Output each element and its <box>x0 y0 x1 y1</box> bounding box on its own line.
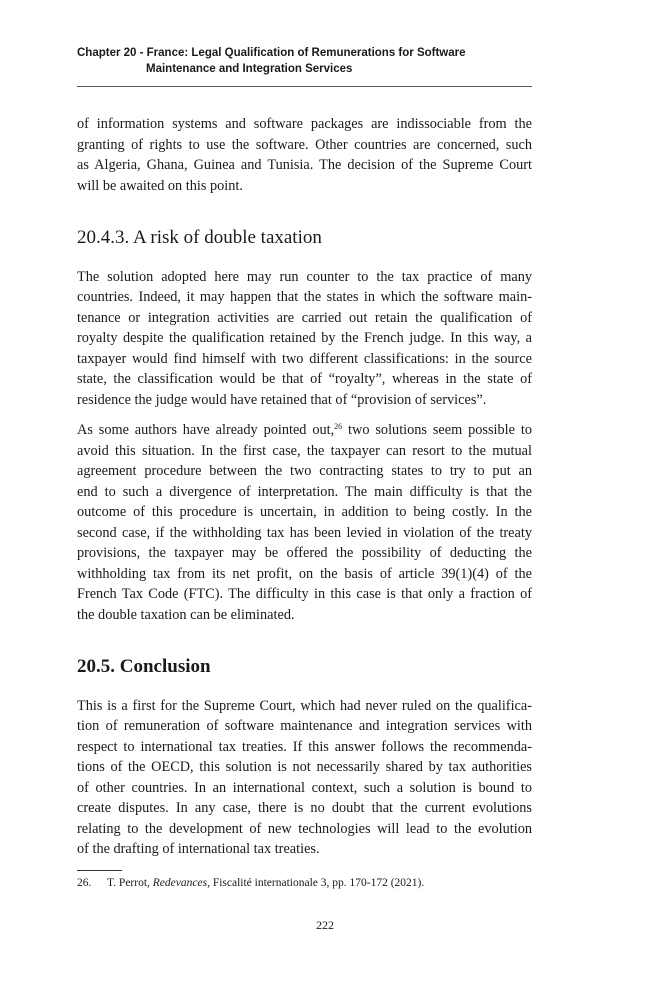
text-line: granting of rights to use the software. Other countries are concerned, such <box>77 136 532 153</box>
text-line: outcome of this procedure is uncertain, in addition to being costly. In the <box>77 504 532 520</box>
running-header-line-2: Maintenance and Integration Services <box>146 63 353 75</box>
footnote-number: 26. <box>77 877 92 889</box>
text-line: respect to international tax treaties. If this answer follows the recommenda- <box>77 738 532 755</box>
text-line: withholding tax from its net profit, on the basis of article 39(1)(4) of the <box>77 565 532 582</box>
running-header-line-1: Chapter 20 - France: Legal Qualification of Remunerations for Software <box>77 47 466 59</box>
text-line: create disputes. In any case, there is no doubt that the current evolutions <box>77 800 532 816</box>
text-line: countries. Indeed, it may happen that the states in which the software main- <box>77 289 532 305</box>
text-line: taxpayer would find himself with two different classifications: in the source <box>77 350 532 367</box>
text-line: of information systems and software packages are indissociable from the <box>77 116 532 132</box>
text-span: As some authors have already pointed out, <box>77 422 335 438</box>
section-heading-20-4-3: 20.4.3. A risk of double taxation <box>77 227 322 248</box>
text-line: This is a first for the Supreme Court, which had never ruled on the qualifica- <box>77 697 532 714</box>
text-line: the double taxation can be eliminated. <box>77 606 295 623</box>
footnote-26 <box>77 876 532 891</box>
footnote-title: Redevances <box>152 877 208 889</box>
text-line: end to such a divergence of interpretation. The main difficulty is that the <box>77 483 532 500</box>
text-line: will be awaited on this point. <box>77 177 243 194</box>
footnote-author: T. Perrot, <box>107 877 153 889</box>
text-line: residence the judge would have retained that of “provision of services”. <box>77 391 487 408</box>
text-line: of other countries. In an international context, such a solution is bound to <box>77 779 532 796</box>
page-number: 222 <box>316 918 334 932</box>
section-heading-20-5: 20.5. Conclusion <box>77 656 211 677</box>
paragraph-continuation <box>77 114 532 196</box>
paragraph-conclusion <box>77 696 532 860</box>
text-line <box>77 420 532 441</box>
paragraph-double-taxation <box>77 267 532 411</box>
text-line: avoid this situation. In the first case, the taxpayer can resort to the mutual <box>77 442 532 459</box>
text-line: as Algeria, Ghana, Guinea and Tunisia. The decision of the Supreme Court <box>77 157 532 173</box>
text-line: state, the classification would be that of “royalty”, whereas in the state of <box>77 371 532 387</box>
page-body <box>77 114 532 860</box>
text-line: relating to the development of new technologies will lead to the evolution <box>77 820 532 837</box>
running-header <box>77 45 532 77</box>
text-line: tions of the OECD, this solution is not necessarily shared by tax authorities <box>77 759 532 775</box>
footnote-reference[interactable]: 26 <box>334 422 343 431</box>
text-line: French Tax Code (FTC). The difficulty in this case is that only a fraction of <box>77 586 532 602</box>
header-rule <box>77 86 532 87</box>
text-span: two solutions seem possible to <box>342 422 532 438</box>
text-line: provisions, the taxpayer may be offered the possibility of deducting the <box>77 545 532 561</box>
text-line: tion of remuneration of software maintenance and integration services with <box>77 718 532 734</box>
text-line: The solution adopted here may run counter to the tax practice of many <box>77 268 532 285</box>
footnote-rule <box>77 870 122 871</box>
text-line: agreement procedure between the two contracting states to try to put an <box>77 463 532 479</box>
text-line: of the drafting of international tax treaties. <box>77 841 320 857</box>
text-line: royalty despite the qualification retained by the French judge. In this way, a <box>77 330 532 346</box>
text-line: tenance or integration activities are carried out retain the qualification of <box>77 309 532 326</box>
paragraph-solutions <box>77 420 532 625</box>
footnote-source: , Fiscalité internationale 3, pp. 170-172 (2021). <box>207 877 425 889</box>
text-line: second case, if the withholding tax has been levied in violation of the treaty <box>77 524 532 541</box>
